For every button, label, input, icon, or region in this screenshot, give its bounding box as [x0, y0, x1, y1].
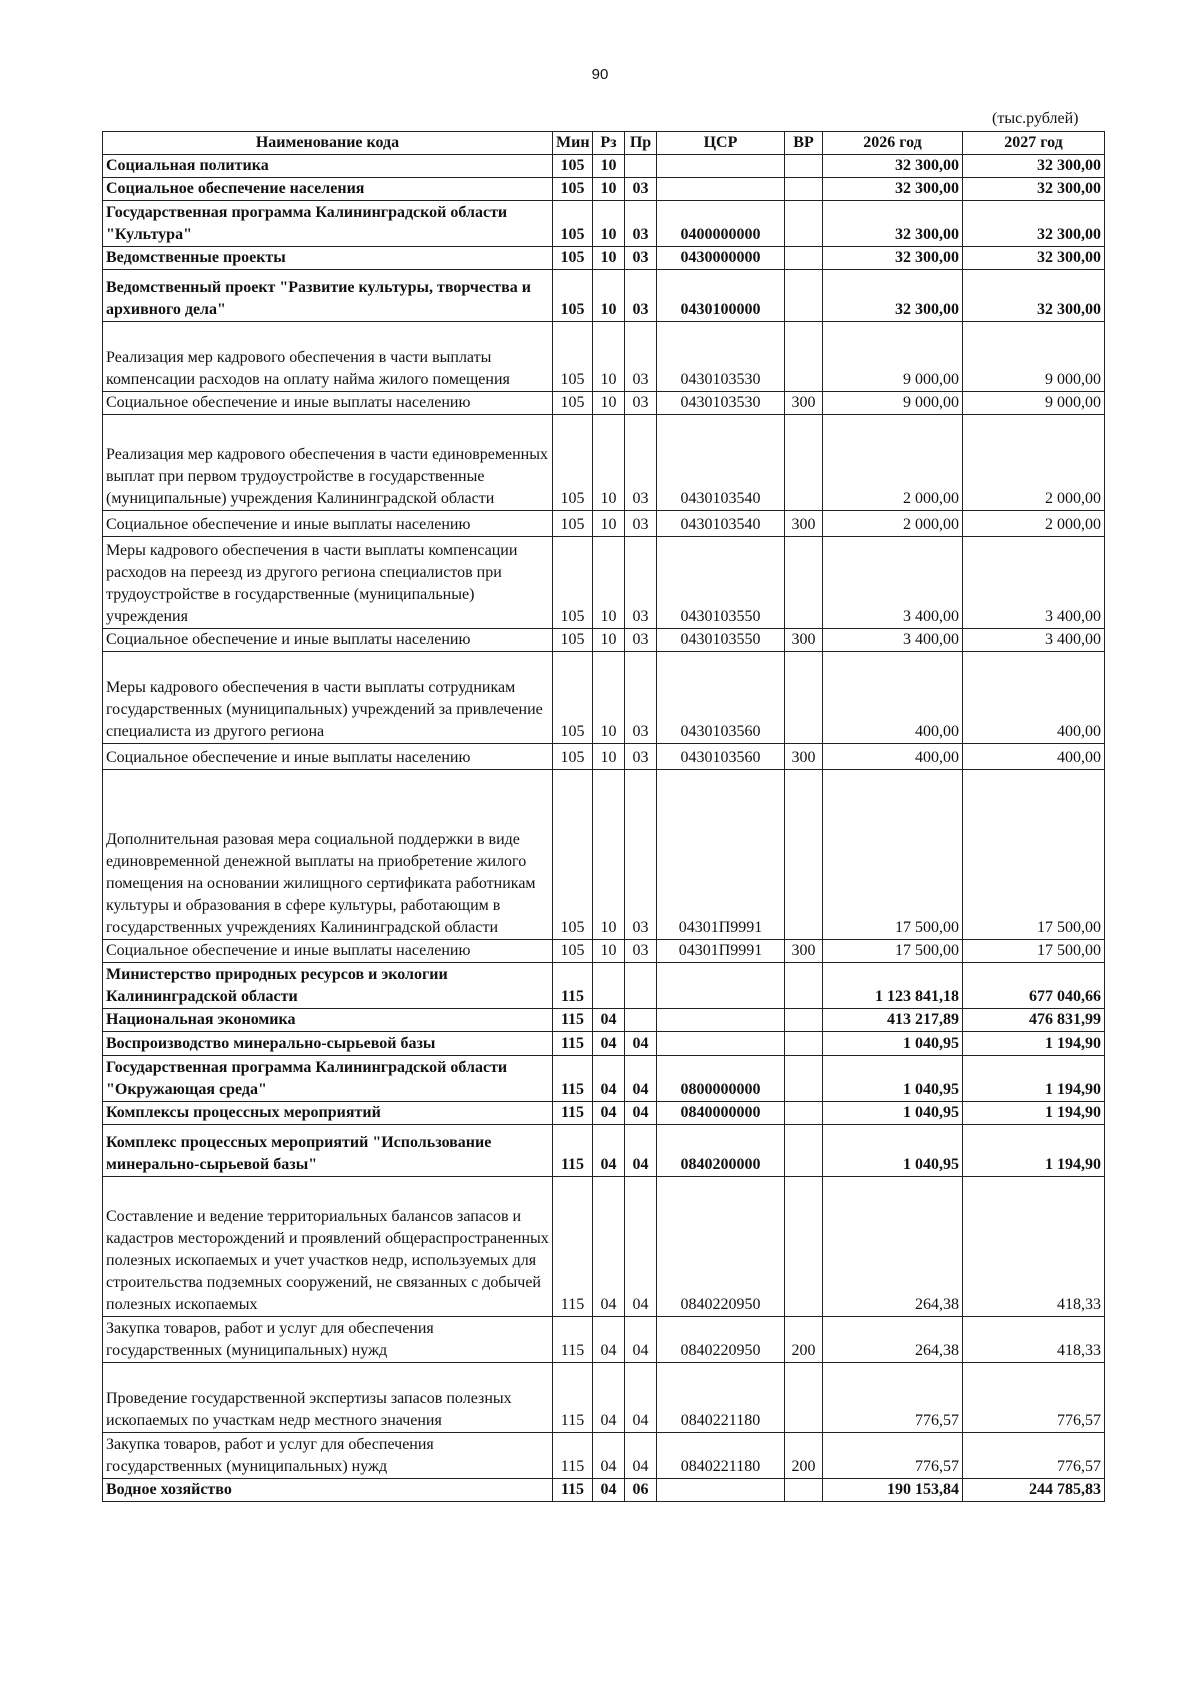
- cell-csr: 0430103530: [657, 392, 785, 415]
- cell-min: 115: [553, 1177, 593, 1317]
- cell-vr: [785, 270, 823, 322]
- header-2027: 2027 год: [963, 132, 1105, 155]
- cell-pr: 04: [625, 1032, 657, 1056]
- cell-rz: 10: [593, 652, 625, 744]
- cell-name: Социальное обеспечение и иные выплаты населению: [103, 629, 553, 652]
- cell-pr: [625, 963, 657, 1009]
- table-row: [103, 770, 1105, 940]
- cell-name: Комплексы процессных мероприятий: [103, 1102, 553, 1125]
- cell-vr: [785, 1479, 823, 1502]
- cell-2026: 400,00: [823, 744, 963, 770]
- cell-2026: 1 040,95: [823, 1056, 963, 1102]
- cell-name: Национальная экономика: [103, 1009, 553, 1032]
- cell-2027: 32 300,00: [963, 178, 1105, 201]
- cell-vr: 200: [785, 1433, 823, 1479]
- cell-min: 115: [553, 963, 593, 1009]
- cell-pr: 04: [625, 1317, 657, 1363]
- cell-csr: 0430000000: [657, 247, 785, 270]
- table-row: [103, 415, 1105, 511]
- cell-min: 115: [553, 1433, 593, 1479]
- cell-min: 115: [553, 1032, 593, 1056]
- table-row: [103, 322, 1105, 392]
- cell-vr: 300: [785, 511, 823, 537]
- cell-2026: 776,57: [823, 1363, 963, 1433]
- cell-csr: [657, 1479, 785, 1502]
- cell-rz: 04: [593, 1102, 625, 1125]
- cell-csr: 04301П9991: [657, 940, 785, 963]
- cell-2027: 1 194,90: [963, 1102, 1105, 1125]
- table-row: [103, 1056, 1105, 1102]
- table-row: [103, 270, 1105, 322]
- cell-rz: 10: [593, 270, 625, 322]
- cell-vr: 300: [785, 940, 823, 963]
- cell-vr: [785, 1032, 823, 1056]
- cell-csr: 0840221180: [657, 1363, 785, 1433]
- cell-name: Социальная политика: [103, 155, 553, 178]
- table-row: [103, 1102, 1105, 1125]
- table-row: [103, 652, 1105, 744]
- cell-2026: 1 123 841,18: [823, 963, 963, 1009]
- cell-csr: 0430103540: [657, 511, 785, 537]
- cell-vr: 300: [785, 392, 823, 415]
- cell-2027: 3 400,00: [963, 629, 1105, 652]
- cell-name: Воспроизводство минерально-сырьевой базы: [103, 1032, 553, 1056]
- cell-min: 105: [553, 392, 593, 415]
- table-row: [103, 629, 1105, 652]
- cell-csr: 0800000000: [657, 1056, 785, 1102]
- cell-2026: 32 300,00: [823, 178, 963, 201]
- cell-min: 105: [553, 652, 593, 744]
- cell-2026: 32 300,00: [823, 270, 963, 322]
- cell-pr: 03: [625, 270, 657, 322]
- cell-2027: 1 194,90: [963, 1056, 1105, 1102]
- cell-2026: 9 000,00: [823, 322, 963, 392]
- table-body: [103, 155, 1105, 1502]
- cell-2026: 264,38: [823, 1317, 963, 1363]
- cell-min: 105: [553, 537, 593, 629]
- cell-min: 115: [553, 1009, 593, 1032]
- cell-rz: 10: [593, 201, 625, 247]
- cell-2027: 400,00: [963, 652, 1105, 744]
- header-rz: Рз: [593, 132, 625, 155]
- cell-pr: 03: [625, 415, 657, 511]
- cell-pr: 03: [625, 247, 657, 270]
- cell-pr: 03: [625, 392, 657, 415]
- table-row: [103, 1125, 1105, 1177]
- cell-csr: 0430103540: [657, 415, 785, 511]
- cell-name: Государственная программа Калининградской области "Культура": [103, 201, 553, 247]
- cell-min: 105: [553, 247, 593, 270]
- cell-2026: 32 300,00: [823, 247, 963, 270]
- cell-rz: 10: [593, 178, 625, 201]
- cell-pr: 03: [625, 537, 657, 629]
- cell-pr: 06: [625, 1479, 657, 1502]
- cell-name: Государственная программа Калининградской области "Окружающая среда": [103, 1056, 553, 1102]
- cell-csr: [657, 1009, 785, 1032]
- header-csr: ЦСР: [657, 132, 785, 155]
- cell-min: 105: [553, 940, 593, 963]
- table-row: [103, 155, 1105, 178]
- cell-name: Ведомственный проект "Развитие культуры, творчества и архивного дела": [103, 270, 553, 322]
- table-row: [103, 537, 1105, 629]
- cell-rz: 10: [593, 247, 625, 270]
- cell-2027: 9 000,00: [963, 322, 1105, 392]
- cell-2026: 190 153,84: [823, 1479, 963, 1502]
- cell-csr: [657, 1032, 785, 1056]
- cell-rz: 04: [593, 1177, 625, 1317]
- cell-2027: 776,57: [963, 1433, 1105, 1479]
- cell-rz: 10: [593, 322, 625, 392]
- cell-min: 105: [553, 322, 593, 392]
- header-pr: Пр: [625, 132, 657, 155]
- cell-2026: 1 040,95: [823, 1125, 963, 1177]
- cell-rz: 10: [593, 629, 625, 652]
- cell-name: Составление и ведение территориальных балансов запасов и кадастров месторождений и проявлений общераспространенных полезных ископаемых и учет участков недр, используемых для строительства подземных сооружений, не связанных с добычей полезных ископаемых: [103, 1177, 553, 1317]
- cell-2026: 2 000,00: [823, 511, 963, 537]
- cell-name: Закупка товаров, работ и услуг для обеспечения государственных (муниципальных) нужд: [103, 1433, 553, 1479]
- cell-csr: 04301П9991: [657, 770, 785, 940]
- cell-rz: 04: [593, 1032, 625, 1056]
- table-row: [103, 744, 1105, 770]
- cell-2027: 2 000,00: [963, 415, 1105, 511]
- cell-2026: 413 217,89: [823, 1009, 963, 1032]
- cell-rz: 10: [593, 744, 625, 770]
- cell-vr: [785, 1009, 823, 1032]
- cell-pr: 04: [625, 1056, 657, 1102]
- cell-2027: 776,57: [963, 1363, 1105, 1433]
- cell-vr: 300: [785, 744, 823, 770]
- table-row: [103, 1177, 1105, 1317]
- cell-2027: 9 000,00: [963, 392, 1105, 415]
- cell-min: 105: [553, 201, 593, 247]
- cell-vr: [785, 155, 823, 178]
- cell-2027: 17 500,00: [963, 770, 1105, 940]
- cell-vr: [785, 770, 823, 940]
- cell-csr: 0840000000: [657, 1102, 785, 1125]
- cell-name: Меры кадрового обеспечения в части выплаты сотрудникам государственных (муниципальных) учреждений за привлечение специалиста из другого региона: [103, 652, 553, 744]
- cell-2026: 17 500,00: [823, 940, 963, 963]
- cell-2027: 1 194,90: [963, 1032, 1105, 1056]
- cell-csr: 0430103550: [657, 537, 785, 629]
- cell-name: Министерство природных ресурсов и экологии Калининградской области: [103, 963, 553, 1009]
- cell-2026: 776,57: [823, 1433, 963, 1479]
- cell-min: 105: [553, 415, 593, 511]
- cell-vr: [785, 322, 823, 392]
- cell-rz: [593, 963, 625, 1009]
- cell-min: 105: [553, 770, 593, 940]
- cell-2026: 3 400,00: [823, 629, 963, 652]
- cell-name: Реализация мер кадрового обеспечения в части единовременных выплат при первом трудоустройстве в государственные (муниципальные) учреждения Калининградской области: [103, 415, 553, 511]
- cell-pr: 04: [625, 1363, 657, 1433]
- cell-2026: 17 500,00: [823, 770, 963, 940]
- cell-vr: [785, 415, 823, 511]
- cell-name: Меры кадрового обеспечения в части выплаты компенсации расходов на переезд из другого региона специалистов при трудоустройстве в государственные (муниципальные) учреждения: [103, 537, 553, 629]
- table-row: [103, 511, 1105, 537]
- cell-min: 105: [553, 178, 593, 201]
- table-row: [103, 1479, 1105, 1502]
- cell-vr: 300: [785, 629, 823, 652]
- cell-vr: [785, 1363, 823, 1433]
- cell-csr: [657, 963, 785, 1009]
- cell-2026: 32 300,00: [823, 155, 963, 178]
- cell-name: Социальное обеспечение и иные выплаты населению: [103, 392, 553, 415]
- cell-name: Социальное обеспечение и иные выплаты населению: [103, 744, 553, 770]
- cell-csr: 0840220950: [657, 1317, 785, 1363]
- cell-2027: 476 831,99: [963, 1009, 1105, 1032]
- cell-csr: 0430103560: [657, 744, 785, 770]
- cell-2027: 32 300,00: [963, 201, 1105, 247]
- cell-name: Социальное обеспечение и иные выплаты населению: [103, 511, 553, 537]
- cell-vr: [785, 537, 823, 629]
- cell-vr: [785, 1056, 823, 1102]
- cell-name: Ведомственные проекты: [103, 247, 553, 270]
- cell-rz: 04: [593, 1056, 625, 1102]
- cell-min: 105: [553, 270, 593, 322]
- cell-vr: [785, 1102, 823, 1125]
- cell-2027: 244 785,83: [963, 1479, 1105, 1502]
- cell-name: Социальное обеспечение и иные выплаты населению: [103, 940, 553, 963]
- cell-2027: 32 300,00: [963, 270, 1105, 322]
- cell-csr: 0840200000: [657, 1125, 785, 1177]
- table-row: [103, 1317, 1105, 1363]
- cell-pr: [625, 1009, 657, 1032]
- header-name: Наименование кода: [103, 132, 553, 155]
- cell-vr: [785, 1177, 823, 1317]
- cell-pr: 04: [625, 1125, 657, 1177]
- cell-min: 115: [553, 1317, 593, 1363]
- cell-pr: 03: [625, 629, 657, 652]
- cell-vr: [785, 201, 823, 247]
- cell-rz: 10: [593, 511, 625, 537]
- cell-vr: [785, 247, 823, 270]
- cell-pr: 04: [625, 1102, 657, 1125]
- cell-rz: 10: [593, 537, 625, 629]
- cell-2026: 400,00: [823, 652, 963, 744]
- page-number: 90: [591, 66, 609, 83]
- cell-2027: 418,33: [963, 1317, 1105, 1363]
- table-row: [103, 201, 1105, 247]
- cell-pr: [625, 155, 657, 178]
- cell-min: 115: [553, 1056, 593, 1102]
- cell-csr: 0430103530: [657, 322, 785, 392]
- cell-csr: 0430100000: [657, 270, 785, 322]
- cell-name: Комплекс процессных мероприятий "Использование минерально-сырьевой базы": [103, 1125, 553, 1177]
- cell-pr: 03: [625, 770, 657, 940]
- cell-pr: 04: [625, 1433, 657, 1479]
- cell-min: 115: [553, 1125, 593, 1177]
- cell-pr: 03: [625, 178, 657, 201]
- cell-vr: [785, 652, 823, 744]
- cell-2027: 400,00: [963, 744, 1105, 770]
- cell-pr: 03: [625, 201, 657, 247]
- cell-2027: 3 400,00: [963, 537, 1105, 629]
- cell-name: Реализация мер кадрового обеспечения в части выплаты компенсации расходов на оплату найма жилого помещения: [103, 322, 553, 392]
- cell-vr: [785, 1125, 823, 1177]
- cell-rz: 04: [593, 1317, 625, 1363]
- cell-pr: 03: [625, 322, 657, 392]
- cell-rz: 10: [593, 940, 625, 963]
- cell-2026: 9 000,00: [823, 392, 963, 415]
- cell-2026: 2 000,00: [823, 415, 963, 511]
- cell-csr: 0400000000: [657, 201, 785, 247]
- table-row: [103, 247, 1105, 270]
- cell-rz: 10: [593, 415, 625, 511]
- cell-pr: 03: [625, 511, 657, 537]
- cell-2027: 32 300,00: [963, 155, 1105, 178]
- cell-pr: 03: [625, 940, 657, 963]
- cell-rz: 04: [593, 1433, 625, 1479]
- cell-2026: 32 300,00: [823, 201, 963, 247]
- cell-name: Дополнительная разовая мера социальной поддержки в виде единовременной денежной выплаты на приобретение жилого помещения на основании жилищного сертификата работникам культуры и образования в сфере культуры, работающим в государственных учреждениях Калининградской области: [103, 770, 553, 940]
- budget-table: [102, 131, 1105, 1502]
- cell-min: 105: [553, 744, 593, 770]
- cell-vr: 200: [785, 1317, 823, 1363]
- cell-pr: 04: [625, 1177, 657, 1317]
- cell-name: Водное хозяйство: [103, 1479, 553, 1502]
- cell-min: 115: [553, 1102, 593, 1125]
- table-row: [103, 1433, 1105, 1479]
- header-2026: 2026 год: [823, 132, 963, 155]
- cell-rz: 10: [593, 770, 625, 940]
- cell-csr: [657, 178, 785, 201]
- cell-2027: 17 500,00: [963, 940, 1105, 963]
- cell-rz: 04: [593, 1479, 625, 1502]
- cell-pr: 03: [625, 744, 657, 770]
- cell-min: 105: [553, 511, 593, 537]
- table-row: [103, 963, 1105, 1009]
- cell-min: 105: [553, 629, 593, 652]
- cell-rz: 04: [593, 1125, 625, 1177]
- cell-2027: 2 000,00: [963, 511, 1105, 537]
- cell-name: Проведение государственной экспертизы запасов полезных ископаемых по участкам недр местного значения: [103, 1363, 553, 1433]
- cell-2027: 418,33: [963, 1177, 1105, 1317]
- table-row: [103, 1009, 1105, 1032]
- cell-min: 115: [553, 1479, 593, 1502]
- cell-csr: 0840221180: [657, 1433, 785, 1479]
- cell-rz: 10: [593, 392, 625, 415]
- table-row: [103, 392, 1105, 415]
- table-row: [103, 1032, 1105, 1056]
- table-row: [103, 1363, 1105, 1433]
- cell-rz: 04: [593, 1363, 625, 1433]
- cell-name: Социальное обеспечение населения: [103, 178, 553, 201]
- cell-csr: [657, 155, 785, 178]
- cell-2027: 32 300,00: [963, 247, 1105, 270]
- table-row: [103, 940, 1105, 963]
- cell-rz: 04: [593, 1009, 625, 1032]
- header-min: Мин: [553, 132, 593, 155]
- cell-name: Закупка товаров, работ и услуг для обеспечения государственных (муниципальных) нужд: [103, 1317, 553, 1363]
- table-header-row: [103, 132, 1105, 155]
- header-vr: ВР: [785, 132, 823, 155]
- cell-2027: 1 194,90: [963, 1125, 1105, 1177]
- cell-min: 115: [553, 1363, 593, 1433]
- cell-csr: 0840220950: [657, 1177, 785, 1317]
- table-row: [103, 178, 1105, 201]
- units-label: (тыс.рублей): [992, 110, 1079, 127]
- cell-2026: 264,38: [823, 1177, 963, 1317]
- cell-rz: 10: [593, 155, 625, 178]
- cell-2027: 677 040,66: [963, 963, 1105, 1009]
- cell-2026: 1 040,95: [823, 1032, 963, 1056]
- cell-vr: [785, 963, 823, 1009]
- cell-vr: [785, 178, 823, 201]
- cell-pr: 03: [625, 652, 657, 744]
- cell-2026: 3 400,00: [823, 537, 963, 629]
- cell-2026: 1 040,95: [823, 1102, 963, 1125]
- cell-csr: 0430103560: [657, 652, 785, 744]
- cell-min: 105: [553, 155, 593, 178]
- cell-csr: 0430103550: [657, 629, 785, 652]
